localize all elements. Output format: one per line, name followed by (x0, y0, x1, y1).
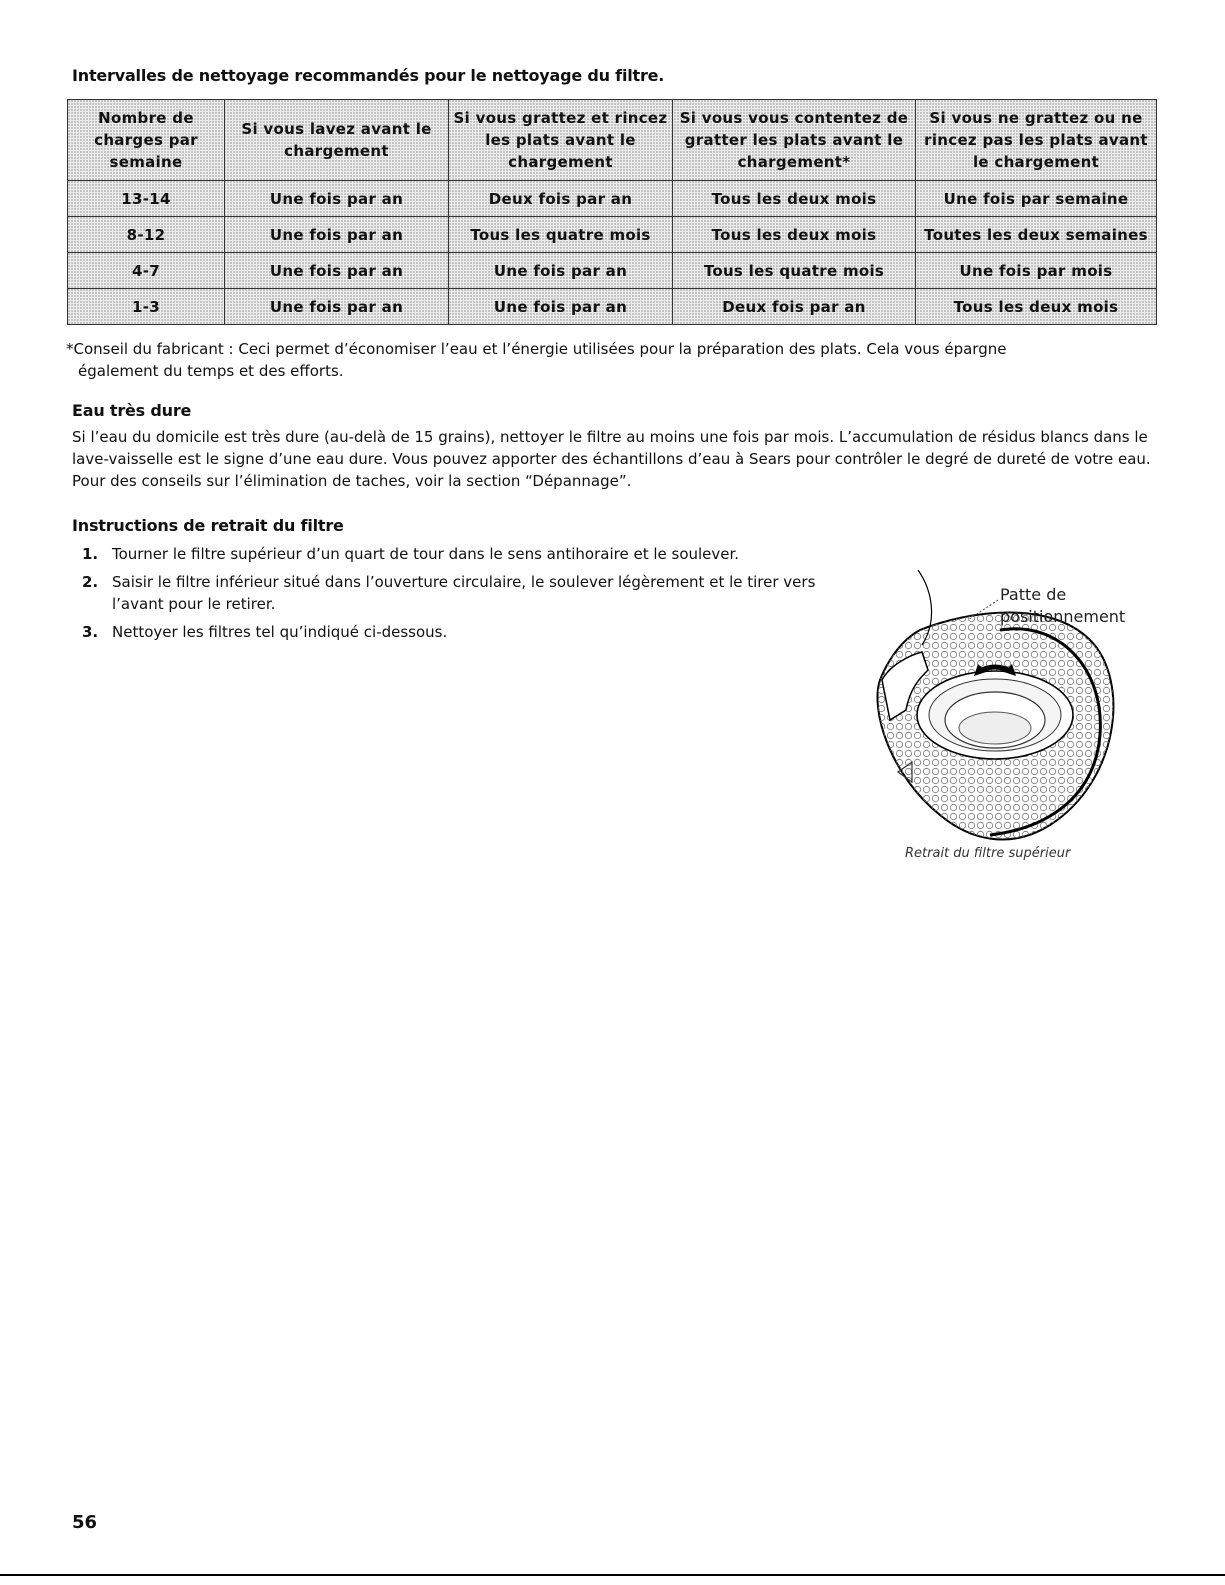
table-row (68, 181, 1157, 217)
table-cell: Tous les deux mois (673, 217, 916, 253)
step-text: Nettoyer les filtres tel qu’indiqué ci-dessous. (112, 623, 448, 641)
table-cell: Une fois par an (449, 253, 673, 289)
table-row (68, 289, 1157, 325)
callout-line-1: Patte de (1000, 585, 1067, 604)
footnote-line-2: également du temps et des efforts. (78, 362, 344, 380)
step-text: Tourner le filtre supérieur d’un quart de tour dans le sens antihoraire et le soulever. (112, 545, 740, 563)
table-cell: Tous les quatre mois (449, 217, 673, 253)
header-wash-before: Si vous lavez avant le chargement (225, 100, 449, 181)
step-number: 3. (82, 623, 99, 641)
instruction-steps (72, 543, 832, 649)
footnote-line-1: *Conseil du fabricant : Ceci permet d’économiser l’eau et l’énergie utilisées pour la préparation des plats. Cela vous épargne (66, 340, 1007, 358)
table-cell: Tous les deux mois (916, 289, 1157, 325)
table-cell: Deux fois par an (449, 181, 673, 217)
cleaning-interval-table (67, 99, 1157, 325)
table-header-row (68, 100, 1157, 181)
table-cell: Une fois par semaine (916, 181, 1157, 217)
bottom-rule (0, 1574, 1225, 1576)
table-cell: Une fois par an (449, 289, 673, 325)
table-cell: Une fois par an (225, 217, 449, 253)
table-row (68, 253, 1157, 289)
table-cell: 1-3 (68, 289, 225, 325)
header-no-scrape-rinse: Si vous ne grattez ou ne rincez pas les plats avant le chargement (916, 100, 1157, 181)
figure-caption: Retrait du filtre supérieur (905, 846, 1071, 861)
list-item (72, 543, 832, 565)
hard-water-paragraph: Si l’eau du domicile est très dure (au-delà de 15 grains), nettoyer le filtre au moins une fois par mois. L’accumulation de résidus blancs dans le lave-vaisselle est le signe d’une eau dure. Vous pouvez apporter des échantillons d’eau à Sears pour contrôler le degré de dureté de votre eau. Pour des conseils sur l’élimination de taches, voir la section “Dépannage”. (72, 428, 1151, 490)
table-cell: 4-7 (68, 253, 225, 289)
table-row (68, 217, 1157, 253)
table-cell: 8-12 (68, 217, 225, 253)
footnote (66, 338, 1146, 382)
hard-water-title: Eau très dure (72, 401, 192, 420)
page-number: 56 (72, 1512, 98, 1533)
callout-label (1000, 584, 1125, 628)
list-item (72, 571, 832, 615)
header-scrape-only: Si vous vous contentez de gratter les plats avant le chargement* (673, 100, 916, 181)
table-title: Intervalles de nettoyage recommandés pour le nettoyage du filtre. (72, 66, 665, 85)
table-cell: Une fois par an (225, 289, 449, 325)
table-cell: Tous les deux mois (673, 181, 916, 217)
table-cell: Tous les quatre mois (673, 253, 916, 289)
instructions-title: Instructions de retrait du filtre (72, 516, 344, 535)
table-cell: 13-14 (68, 181, 225, 217)
header-loads-per-week: Nombre de charges par semaine (68, 100, 225, 181)
list-item (72, 621, 832, 643)
step-text: Saisir le filtre inférieur situé dans l’ouverture circulaire, le soulever légèrement et le tirer vers l’avant pour le retirer. (112, 573, 816, 613)
table-cell: Deux fois par an (673, 289, 916, 325)
step-number: 1. (82, 545, 99, 563)
table-cell: Une fois par an (225, 253, 449, 289)
callout-line-2: positionnement (1000, 607, 1126, 626)
table-cell: Une fois par an (225, 181, 449, 217)
table-cell: Une fois par mois (916, 253, 1157, 289)
table-cell: Toutes les deux semaines (916, 217, 1157, 253)
step-number: 2. (82, 573, 99, 591)
header-scrape-rinse: Si vous grattez et rincez les plats avant le chargement (449, 100, 673, 181)
